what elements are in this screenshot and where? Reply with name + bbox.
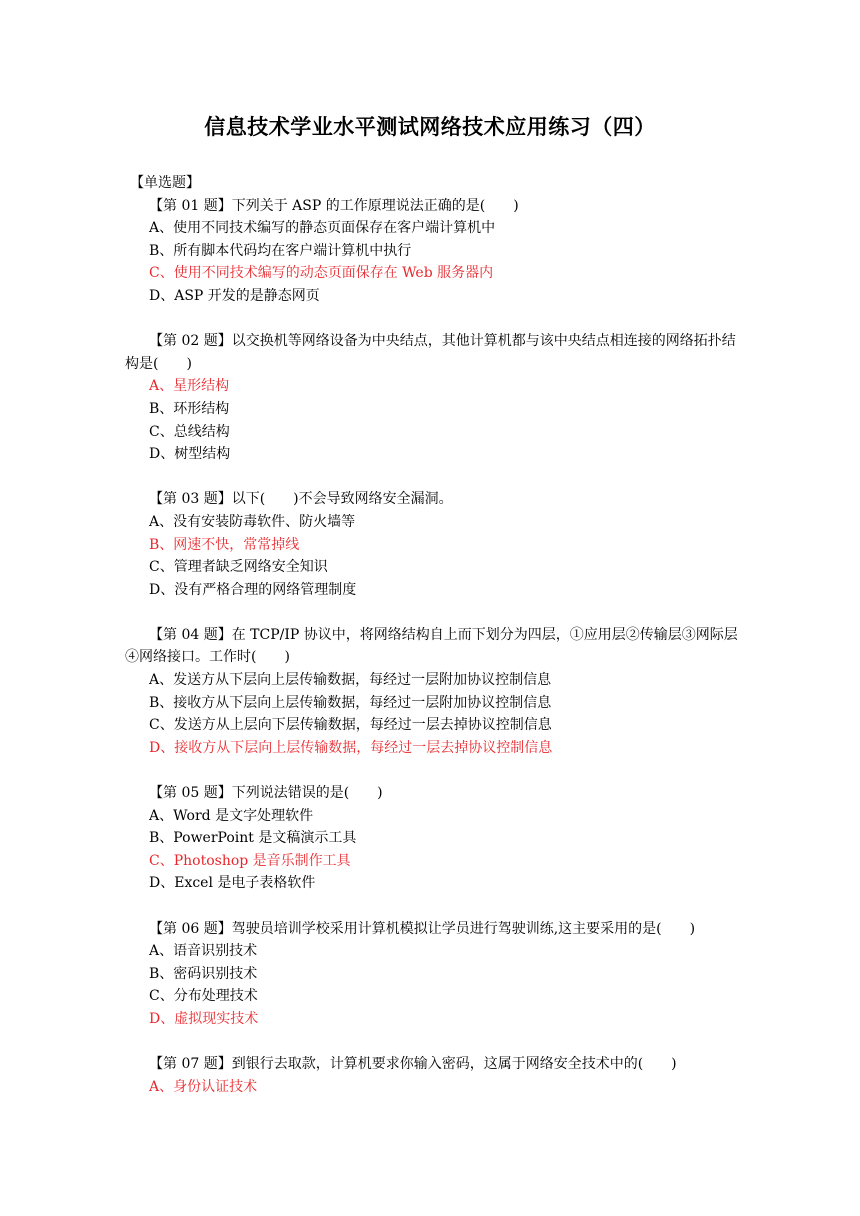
question-text: 【第 02 题】以交换机等网络设备为中央结点，其他计算机都与该中央结点相连接的网络拓扑结构是( ) (125, 333, 736, 372)
question-05 (125, 782, 745, 895)
option: D、没有严格合理的网络管理制度 (149, 581, 357, 598)
question-01 (125, 195, 745, 308)
option: C、发送方从上层向下层传输数据，每经过一层去掉协议控制信息 (149, 717, 552, 734)
option-correct: A、星形结构 (149, 378, 230, 395)
option: A、Word 是文字处理软件 (149, 807, 314, 824)
question-03 (125, 488, 745, 601)
option-correct: B、网速不快，常常掉线 (149, 536, 300, 553)
question-02 (125, 330, 745, 466)
option: C、管理者缺乏网络安全知识 (149, 559, 328, 576)
option-correct: D、接收方从下层向上层传输数据，每经过一层去掉协议控制信息 (149, 739, 553, 756)
option: C、总线结构 (149, 423, 230, 440)
document-body (125, 172, 745, 1098)
option: B、所有脚本代码均在客户端计算机中执行 (149, 242, 412, 259)
question-text: 【第 03 题】以下( )不会导致网络安全漏洞。 (149, 491, 453, 508)
option: B、PowerPoint 是文稿演示工具 (149, 830, 357, 847)
option: D、树型结构 (149, 446, 231, 463)
option: A、语音识别技术 (149, 943, 258, 960)
question-text: 【第 07 题】到银行去取款，计算机要求你输入密码，这属于网络安全技术中的( ) (149, 1056, 677, 1073)
question-04 (125, 624, 745, 760)
option: B、密码识别技术 (149, 965, 258, 982)
question-text: 【第 01 题】下列关于 ASP 的工作原理说法正确的是( ) (149, 197, 519, 214)
option: B、环形结构 (149, 400, 230, 417)
question-text: 【第 05 题】下列说法错误的是( ) (149, 785, 383, 802)
option: A、发送方从下层向上层传输数据，每经过一层附加协议控制信息 (149, 672, 552, 689)
document-title: 信息技术学业水平测试网络技术应用练习（四） (204, 115, 656, 139)
option-correct: C、Photoshop 是音乐制作工具 (149, 852, 351, 869)
section-label: 【单选题】 (130, 175, 200, 191)
option: A、没有安装防毒软件、防火墙等 (149, 513, 356, 530)
option-correct: C、使用不同技术编写的动态页面保存在 Web 服务器内 (149, 265, 494, 282)
question-07 (125, 1053, 745, 1098)
option: C、分布处理技术 (149, 988, 258, 1005)
option: D、Excel 是电子表格软件 (149, 875, 316, 892)
option-correct: A、身份认证技术 (149, 1078, 258, 1095)
option: D、ASP 开发的是静态网页 (149, 287, 320, 304)
option: B、接收方从下层向上层传输数据，每经过一层附加协议控制信息 (149, 694, 552, 711)
question-text: 【第 06 题】驾驶员培训学校采用计算机模拟让学员进行驾驶训练,这主要采用的是( ) (149, 920, 696, 937)
question-text: 【第 04 题】在 TCP/IP 协议中，将网络结构自上而下划分为四层，①应用层②传输层③网际层④网络接口。工作时( ) (125, 626, 738, 666)
question-06 (125, 918, 745, 1031)
option: A、使用不同技术编写的静态页面保存在客户端计算机中 (149, 220, 496, 237)
option-correct: D、虚拟现实技术 (149, 1010, 259, 1027)
